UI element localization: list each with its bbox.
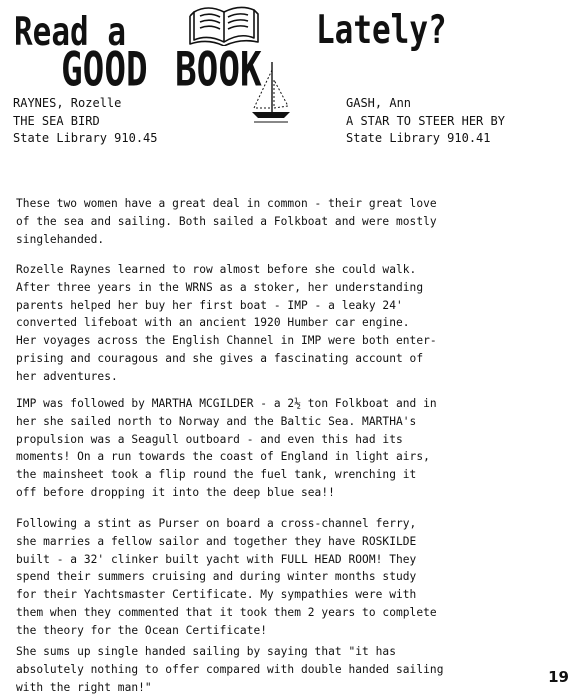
text-line: prising and couragous and she gives a fascinating account of [16, 351, 424, 365]
paragraph-raynes [16, 261, 556, 386]
book-title: THE SEA BIRD [13, 113, 100, 128]
book-reference-left [13, 95, 158, 148]
text-line: Her voyages across the English Channel in IMP were both enter- [16, 334, 437, 348]
heading-read-a: Read a [14, 10, 126, 55]
text-line: converted lifeboat with an ancient 1920 Humber car engine. [16, 316, 410, 330]
text-line: her adventures. [16, 369, 118, 383]
text-line: them when they commented that it took them 2 years to complete [16, 605, 437, 619]
paragraph-conclusion [16, 643, 556, 696]
text-line: spend their summers cruising and during winter months study [16, 570, 417, 584]
text-line: Rozelle Raynes learned to row almost before she could walk. [16, 263, 417, 276]
text-line: the mainsheet took a flip round the fuel tank, wrenching it [16, 468, 417, 482]
sailboat-icon [246, 60, 296, 130]
author-name: RAYNES, Rozelle [13, 96, 122, 110]
library-reference: State Library 910.45 [13, 131, 158, 145]
text-line: of the sea and sailing. Both sailed a Folkboat and were mostly [16, 214, 437, 228]
paragraph-martha [16, 395, 556, 502]
book-reference-right [346, 95, 505, 148]
heading-good: GOOD [61, 44, 148, 98]
text-line: propulsion was a Seagull outboard - and even this had its [16, 432, 403, 446]
text-line: parents helped her buy her first boat - IMP - a leaky 24' [16, 298, 403, 312]
text-line: singlehanded. [16, 232, 105, 246]
text-line: Following a stint as Purser on board a cross-channel ferry, [16, 517, 417, 530]
paragraph-intro [16, 195, 556, 248]
text-line: her she sailed north to Norway and the Baltic Sea. MARTHA's [16, 414, 417, 428]
text-line: After three years in the WRNS as a stoker, her understanding [16, 280, 424, 294]
text-line: moments! On a run towards the coast of England in light airs, [16, 450, 430, 464]
text-line: for their Yachtsmaster Certificate. My sympathies were with [16, 588, 417, 602]
open-book-icon [186, 0, 262, 46]
text-line: the theory for the Ocean Certificate! [16, 623, 268, 637]
library-reference: State Library 910.41 [346, 131, 491, 145]
book-title: A STAR TO STEER HER BY [346, 113, 505, 128]
text-line: with the right man!" [16, 680, 152, 694]
text-line: She sums up single handed sailing by saying that "it has [16, 645, 396, 658]
page-number: 19 [548, 668, 569, 686]
text-line: IMP was followed by MARTHA MCGILDER - a 2½ ton Folkboat and in [16, 397, 437, 410]
heading-book: BOOK [175, 44, 262, 98]
author-name: GASH, Ann [346, 96, 412, 110]
text-line: she marries a fellow sailor and together they have ROSKILDE [16, 534, 417, 548]
text-line: off before dropping it into the deep blue sea!! [16, 485, 335, 499]
text-line: built - a 32' clinker built yacht with FULL HEAD ROOM! They [16, 552, 417, 566]
paragraph-roskilde [16, 515, 556, 640]
text-line: These two women have a great deal in common - their great love [16, 197, 437, 210]
heading-lately: Lately? [316, 8, 447, 53]
text-line: absolutely nothing to offer compared with double handed sailing [16, 662, 444, 676]
